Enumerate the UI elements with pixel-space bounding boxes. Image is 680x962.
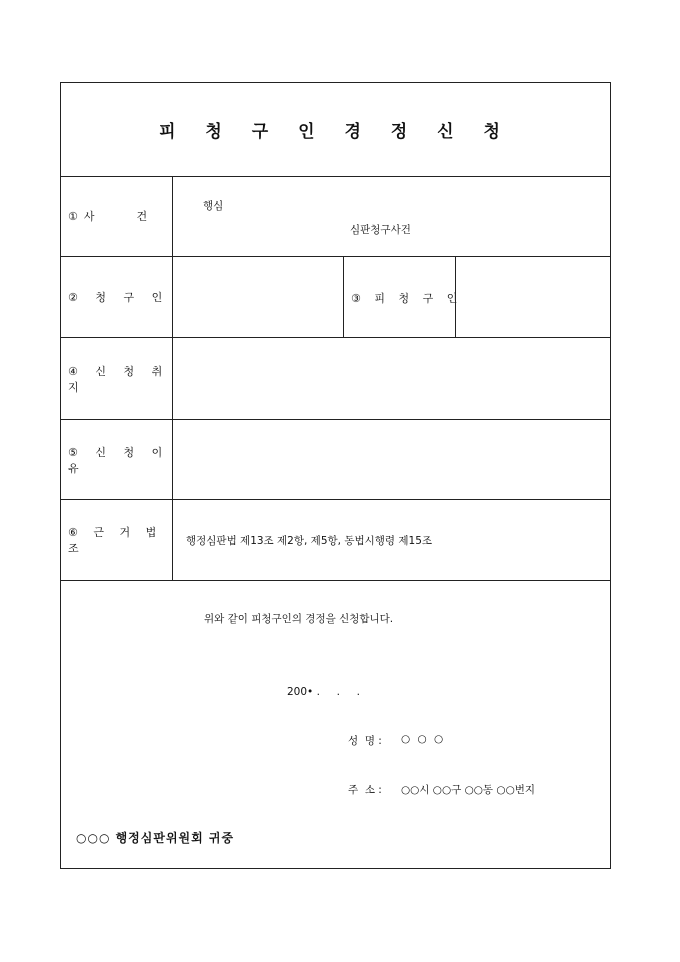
case-label-num: ① [68,209,78,223]
claimant-label [61,257,173,337]
date-text: 200• . . . [287,686,360,698]
respondent-label: ③ 피 청 구 인 [351,292,463,305]
name-label: 성 명 : [348,735,386,747]
petition-form [60,82,611,869]
case-value-bottom: 심판청구사건 [350,224,411,236]
basis-row [61,500,610,581]
case-value-top: 행심 [203,200,224,212]
basis-label [61,500,173,580]
reason-label-text: ⑤ 신 청 이 유 [68,445,170,475]
form-header [61,83,610,177]
recipient-committee: ○○○ 행정심판위원회 귀중 [76,831,235,845]
purpose-label-text: ④ 신 청 취 지 [68,364,170,394]
reason-row [61,420,610,500]
case-label-b: 건 [136,210,148,223]
case-label [61,176,173,256]
claimant-label-text: ② 청 구 인 [68,291,170,304]
divider-line [455,257,456,337]
divider-line [343,257,344,337]
address-value: ○○시 ○○구 ○○동 ○○번지 [401,784,536,796]
claimant-row [61,257,610,338]
case-row [61,176,610,257]
statement-text: 위와 같이 피청구인의 경정을 신청합니다. [204,613,394,625]
basis-label-text: ⑥ 근 거 법 조 [68,526,163,555]
purpose-row [61,338,610,420]
name-value: ○ ○ ○ [401,733,446,745]
case-label-a: 사 [83,210,95,223]
basis-value: 행정심판법 제13조 제2항, 제5항, 동법시행령 제15조 [186,535,433,547]
form-title: 피 청 구 인 경 정 신 청 [159,122,512,142]
purpose-label [61,338,173,419]
reason-label [61,420,173,499]
address-label: 주 소 : [348,784,386,796]
